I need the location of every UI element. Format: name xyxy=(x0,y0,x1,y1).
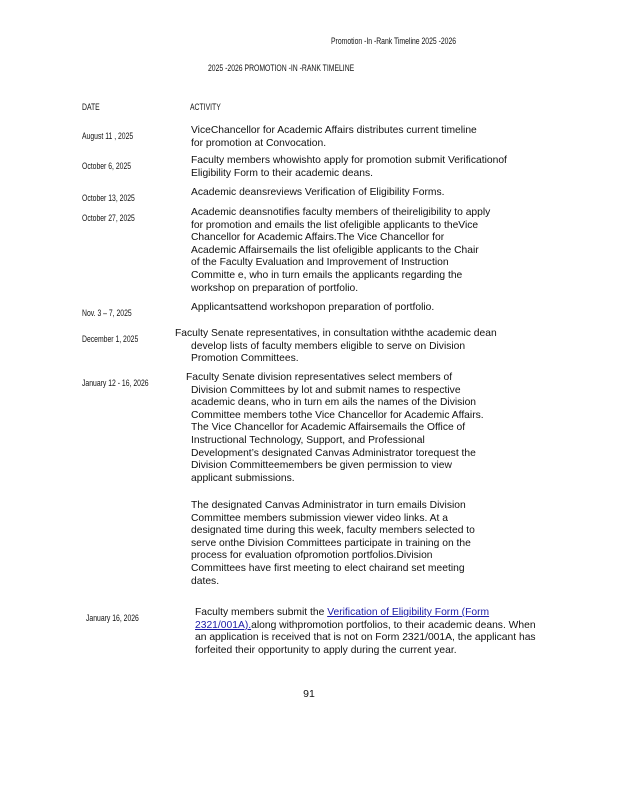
entry-line: along withpromotion portfolios, to their academic deans. When xyxy=(251,619,536,631)
entry-line: Division Committeemembers be given permission to view xyxy=(191,460,452,472)
entry-line: of the Faculty Evaluation and Improvement of Instruction xyxy=(191,257,449,269)
entry-line: applicant submissions. xyxy=(191,472,295,484)
entry-line: for promotion and emails the list ofeligible applicants to theVice xyxy=(191,219,479,231)
timeline-entry xyxy=(175,328,497,366)
entry-date: Nov. 3 – 7, 2025 xyxy=(82,308,132,319)
date-column-header: DATE xyxy=(82,102,100,113)
entry-line: Committee members tothe Vice Chancellor for Academic Affairs. xyxy=(191,409,484,421)
timeline-entry xyxy=(195,607,536,657)
entry-line: Development’s designated Canvas Administrator torequest the xyxy=(191,447,476,459)
page-heading-text: 2025 -2026 PROMOTION -IN -RANK TIMELINE xyxy=(208,63,355,74)
timeline-entry xyxy=(186,372,484,485)
activity-column-header: ACTIVITY xyxy=(190,102,221,113)
entry-line: Division Committees by lot and submit names to respective xyxy=(191,384,461,396)
entry-line: Academic deansnotifies faculty members of theireligibility to apply xyxy=(191,207,491,218)
verification-form-link-continued[interactable]: 2321/001A). xyxy=(195,619,252,631)
timeline-entry xyxy=(191,302,434,315)
entry-line: Faculty members whowishto apply for promotion submit Verificationof xyxy=(191,155,507,166)
running-header xyxy=(331,31,505,49)
entry-line: Faculty Senate representatives, in consultation withthe academic dean xyxy=(175,328,497,339)
entry-line: serve onthe Division Committees participate in training on the xyxy=(191,537,471,549)
page-number: 91 xyxy=(303,688,315,700)
page-heading xyxy=(208,58,411,76)
entry-line: develop lists of faculty members eligible to serve on Division xyxy=(191,340,466,352)
entry-line: The Vice Chancellor for Academic Affairsemails the Office of xyxy=(191,422,466,434)
entry-line: designated time during this week, faculty members selected to xyxy=(191,525,475,537)
entry-line: ViceChancellor for Academic Affairs distributes current timeline xyxy=(191,125,477,136)
entry-date: October 13, 2025 xyxy=(82,193,135,204)
entry-line: Promotion Committees. xyxy=(191,353,299,365)
timeline-entry xyxy=(191,155,507,180)
entry-line: workshop on preparation of portfolio. xyxy=(191,282,359,294)
entry-line: process for evaluation ofpromotion portfolios.Division xyxy=(191,550,433,562)
timeline-entry xyxy=(191,187,445,200)
entry-line: dates. xyxy=(191,575,220,587)
entry-line: for promotion at Convocation. xyxy=(191,137,327,149)
entry-date: October 27, 2025 xyxy=(82,213,135,224)
entry-date: October 6, 2025 xyxy=(82,161,132,172)
entry-date: August 11 , 2025 xyxy=(82,131,134,142)
entry-line: The designated Canvas Administrator in turn emails Division xyxy=(191,500,466,511)
entry-line: academic deans, who in turn em ails the names of the Division xyxy=(191,397,477,409)
entry-line: Instructional Technology, Support, and Professional xyxy=(191,434,425,446)
entry-date: January 16, 2026 xyxy=(86,613,139,624)
entry-line: Academic deansreviews Verification of Eligibility Forms. xyxy=(191,187,445,198)
entry-line: Eligibility Form to their academic deans. xyxy=(191,167,373,179)
entry-line: Committees have first meeting to elect chairand set meeting xyxy=(191,562,465,574)
entry-date: December 1, 2025 xyxy=(82,334,139,345)
entry-line: forfeited their opportunity to apply during the current year. xyxy=(195,644,457,656)
entry-line: Committe e, who in turn emails the applicants regarding the xyxy=(191,269,463,281)
entry-line: Committee members submission viewer video links. At a xyxy=(191,512,448,524)
timeline-entry xyxy=(191,125,477,150)
timeline-entry-continued xyxy=(191,500,475,588)
verification-form-link[interactable]: Verification of Eligibility Form (Form xyxy=(327,607,490,618)
running-header-text: Promotion -In -Rank Timeline 2025 -2026 xyxy=(331,36,457,47)
entry-line: Chancellor for Academic Affairs.The Vice Chancellor for xyxy=(191,232,445,244)
entry-date: January 12 - 16, 2026 xyxy=(82,378,149,389)
entry-line: an application is received that is not on Form 2321/001A, the applicant has xyxy=(195,632,536,644)
entry-line: Faculty Senate division representatives select members of xyxy=(186,372,453,383)
entry-line: Applicantsattend workshopon preparation of portfolio. xyxy=(191,302,435,313)
timeline-entry xyxy=(191,207,490,295)
entry-line: Faculty members submit the xyxy=(195,607,328,618)
entry-line: Academic Affairsemails the list ofeligible applicants to the Chair xyxy=(191,244,479,256)
